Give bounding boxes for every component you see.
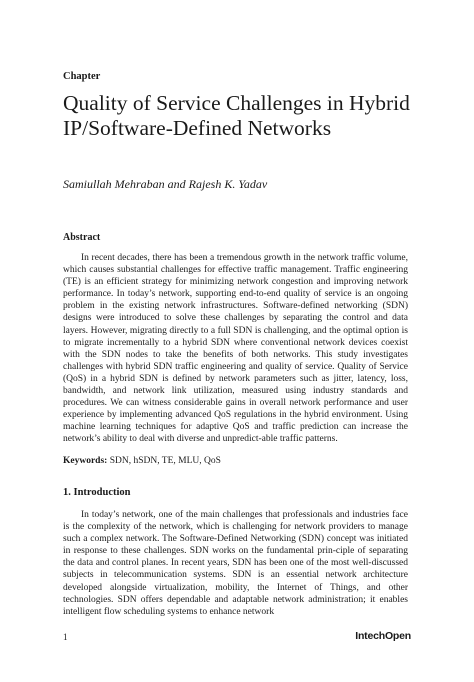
publisher-logo: IntechOpen: [355, 630, 411, 642]
page-number: 1: [63, 632, 68, 642]
introduction-text: In today’s network, one of the main challenges that professionals and industries face is the complexity of the network, which is challenging for network providers to manage such a complex network. The Software-Defined Networking (SDN) concept was initiated in response to these challenges. SDN works on the fundamental prin-ciple of separating the data and control planes. In recent years, SDN has been one of the most well-discussed subjects in telecommunication systems. SDN is an essential network architecture developed alongside virtualization, mobility, the Internet of Things, and other technologies. SDN offers dependable and adaptable network administration; it enables intelligent flow scheduling systems to enhance network: [63, 510, 408, 617]
abstract-heading: Abstract: [63, 232, 101, 243]
keywords-value: SDN, hSDN, TE, MLU, QoS: [109, 456, 221, 466]
authors: Samiullah Mehraban and Rajesh K. Yadav: [63, 177, 268, 191]
keywords: [63, 456, 408, 466]
abstract-text: In recent decades, there has been a tremendous growth in the network traffic volume, which causes substantial challenges for effective traffic management. Traffic engineering (TE) is an efficient strategy for minimizing network congestion and improving network performance. In today’s network, supporting end-to-end quality of service is an ongoing problem in the existing network infrastructures. Software-defined networking (SDN) designs were introduced to solve these challenges by separating the control and data layers. However, migrating directly to a full SDN is challenging, and the optimal option is to migrate incrementally to a hybrid SDN where conventional network devices coexist with the SDN nodes to take the benefits of both networks. This study investigates challenges with hybrid SDN traffic engineering and quality of service. Quality of Service (QoS) in a hybrid SDN is defined by network parameters such as jitter, latency, loss, bandwidth, and network link utilization, measured using industry standards and procedures. We can witness considerable gains in overall network performance and user experience by implementing advanced QoS regulations in the hybrid environment. Using machine learning techniques for adaptive QoS and traffic prediction can increase the network’s ability to deal with diverse and unpredict-able traffic patterns.: [63, 253, 408, 445]
introduction-heading: 1. Introduction: [63, 487, 131, 498]
chapter-label: Chapter: [63, 71, 101, 82]
keywords-label: Keywords:: [63, 456, 108, 466]
paper-title: Quality of Service Challenges in Hybrid IP/Software-Defined Networks: [63, 91, 410, 140]
